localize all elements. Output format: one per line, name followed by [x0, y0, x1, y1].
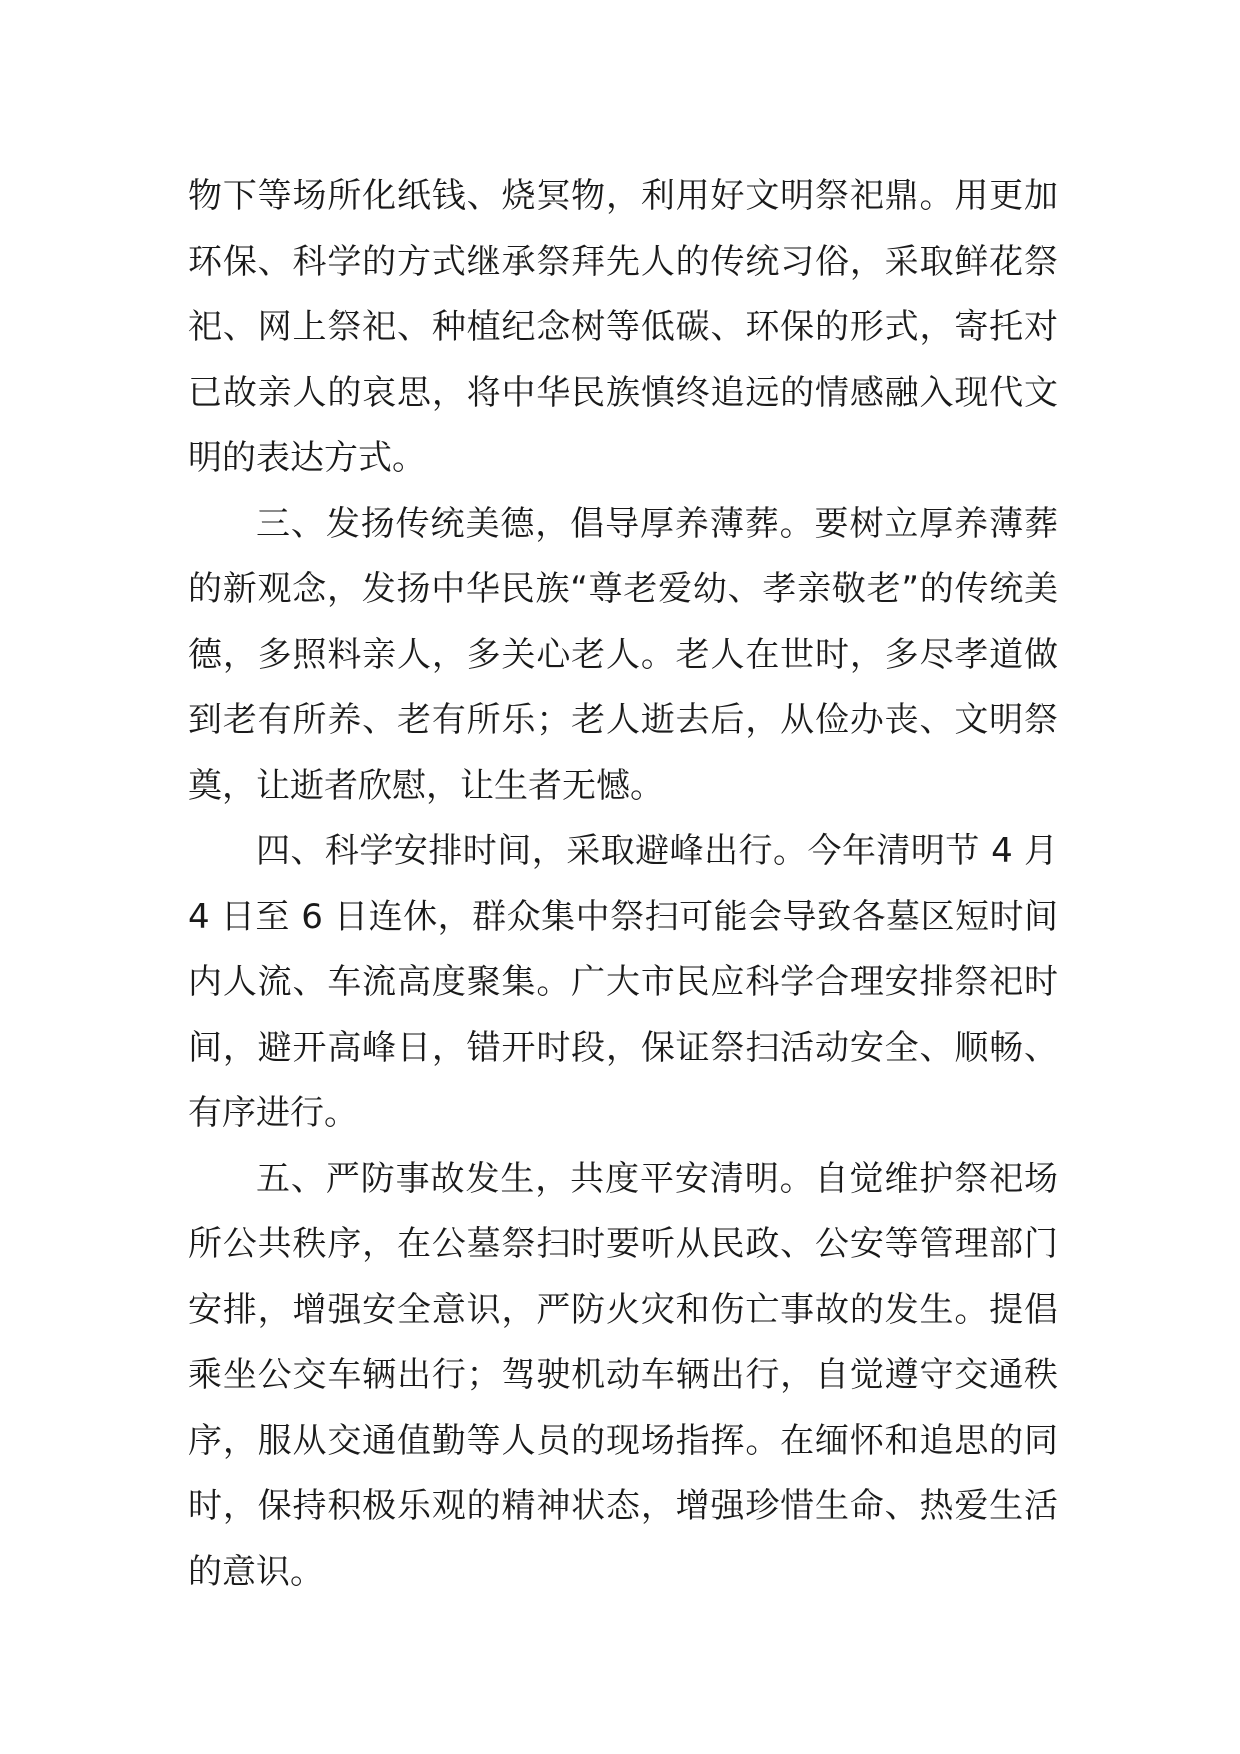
paragraph-continuation: 物下等场所化纸钱、烧冥物，利用好文明祭祀鼎。用更加环保、科学的方式继承祭拜先人的传统习俗，采取鲜花祭祀、网上祭祀、种植纪念树等低碳、环保的形式，寄托对已故亲人的哀思，将中华民族慎终追远的情感融入现代文明的表达方式。	[188, 176, 1058, 478]
document-body	[188, 164, 1058, 1605]
paragraph-section-5: 五、严防事故发生，共度平安清明。自觉维护祭祀场所公共秩序，在公墓祭扫时要听从民政、公安等管理部门安排，增强安全意识，严防火灾和伤亡事故的发生。提倡乘坐公交车辆出行；驾驶机动车辆出行，自觉遵守交通秩序，服从交通值勤等人员的现场指挥。在缅怀和追思的同时，保持积极乐观的精神状态，增强珍惜生命、热爱生活的意识。	[188, 1158, 1058, 1592]
paragraph-section-3: 三、发扬传统美德，倡导厚养薄葬。要树立厚养薄葬的新观念，发扬中华民族“尊老爱幼、孝亲敬老”的传统美德，多照料亲人，多关心老人。老人在世时，多尽孝道做到老有所养、老有所乐；老人逝去后，从俭办丧、文明祭奠，让逝者欣慰，让生者无憾。	[188, 503, 1058, 806]
paragraph-section-4: 四、科学安排时间，采取避峰出行。今年清明节 4 月 4 日至 6 日连休，群众集中祭扫可能会导致各墓区短时间内人流、车流高度聚集。广大市民应科学合理安排祭祀时间，避开高峰日，错开时段，保证祭扫活动安全、顺畅、有序进行。	[188, 831, 1058, 1133]
